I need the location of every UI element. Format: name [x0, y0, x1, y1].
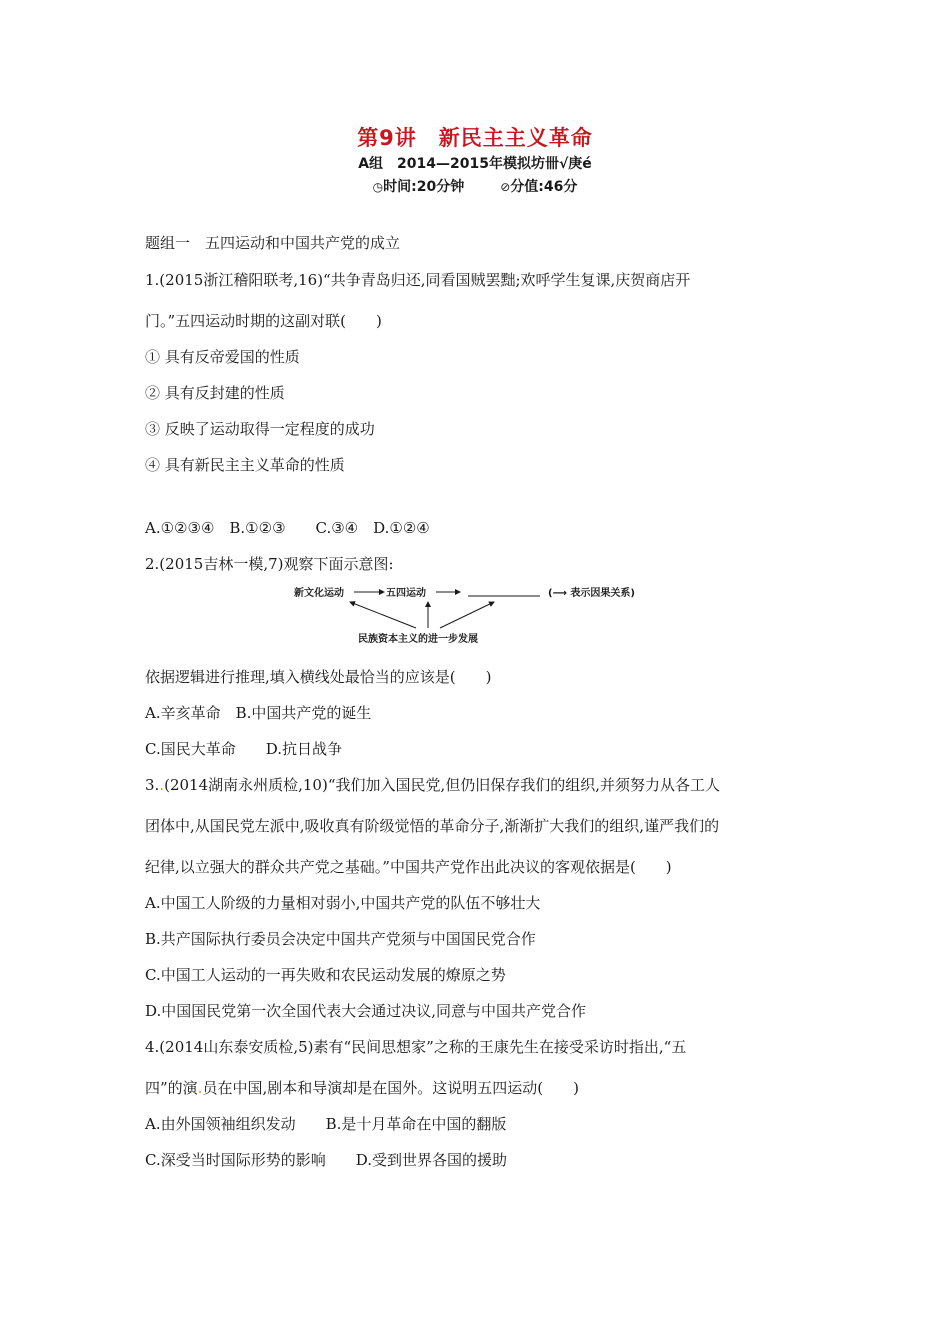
q1-item-4: ④ 具有新民主主义革命的性质 [145, 456, 345, 474]
q3-option-c: C.中国工人运动的一再失败和农民运动发展的燎原之势 [145, 966, 506, 984]
q4-stem-part2: 员在中国,剧本和导演却是在国外。这说明五四运动( ) [202, 1079, 579, 1097]
q2-stem: 2.(2015吉林一模,7)观察下面示意图: [145, 555, 394, 573]
section-heading: 题组一 五四运动和中国共产党的成立 [145, 234, 401, 252]
q1-options: A.①②③④ B.①②③ C.③④ D.①②④ [145, 519, 430, 537]
q4-dot: . [197, 1079, 203, 1097]
q1-item-1: ① 具有反帝爱国的性质 [145, 348, 300, 366]
q3-option-d: D.中国国民党第一次全国代表大会通过决议,同意与中国共产党合作 [145, 1002, 587, 1020]
q1-item-2: ② 具有反封建的性质 [145, 384, 285, 402]
score-info: 分值:46分 [510, 179, 578, 195]
q3-stem-line3: 纪律,以立强大的群众共产党之基础。”中国共产党作出此决议的客观依据是( ) [145, 858, 672, 876]
q4-stem-line2 [145, 1078, 579, 1098]
cause-effect-diagram [288, 580, 668, 650]
q3-stem-line2: 团体中,从国民党左派中,吸收真有阶级觉悟的革命分子,渐渐扩大我们的组织,谨严我们的 [145, 817, 720, 835]
clock-icon: ◷ [372, 180, 384, 194]
check-icon: ⊘ [500, 180, 511, 194]
page-subtitle: A组 2014—2015年模拟坊卌√庚é [358, 156, 592, 172]
q2-question: 依据逻辑进行推理,填入横线处最恰当的应该是( ) [145, 668, 492, 686]
meta-info [0, 176, 950, 196]
q1-item-3: ③ 反映了运动取得一定程度的成功 [145, 420, 375, 438]
q4-options-line1: A.由外国领袖组织发动 B.是十月革命在中国的翻版 [145, 1115, 507, 1133]
q4-stem-part1: 四”的演 [145, 1079, 198, 1097]
diagram-note: (⟶ 表示因果关系) [548, 588, 635, 599]
q3-stem-line1 [145, 775, 720, 795]
q3-dot: . [159, 776, 165, 794]
diagram-node-may-fourth: 五四运动 [386, 588, 426, 599]
q3-option-a: A.中国工人阶级的力量相对弱小,中国共产党的队伍不够壮大 [145, 894, 541, 912]
diagram-node-bottom: 民族资本主义的进一步发展 [358, 634, 478, 645]
q4-options-line2: C.深受当时国际形势的影响 D.受到世界各国的援助 [145, 1151, 507, 1169]
q3-option-b: B.共产国际执行委员会决定中国共产党须与中国国民党合作 [145, 930, 536, 948]
time-info: 时间:20分钟 [383, 179, 465, 195]
q1-stem-line1: 1.(2015浙江稽阳联考,16)“共争青岛归还,同看国贼罢黜;欢呼学生复课,庆贺商店开 [145, 271, 691, 289]
page-title: 第9讲 新民主主义革命 [357, 126, 593, 150]
q4-stem-line1: 4.(2014山东泰安质检,5)素有“民间思想家”之称的王康先生在接受采访时指出,“五 [145, 1038, 687, 1056]
diagram-arrow [440, 602, 494, 628]
diagram-node-new-culture: 新文化运动 [294, 588, 344, 599]
q2-options-line2: C.国民大革命 D.抗日战争 [145, 740, 342, 758]
diagram-arrow [350, 602, 416, 628]
q1-stem-line2: 门。”五四运动时期的这副对联( ) [145, 312, 382, 330]
q3-stem-text: (2014湖南永州质检,10)“我们加入国民党,但仍旧保存我们的组织,并须努力从各工人 [164, 776, 721, 794]
q2-options-line1: A.辛亥革命 B.中国共产党的诞生 [145, 704, 372, 722]
q3-number: 3. [145, 776, 160, 794]
